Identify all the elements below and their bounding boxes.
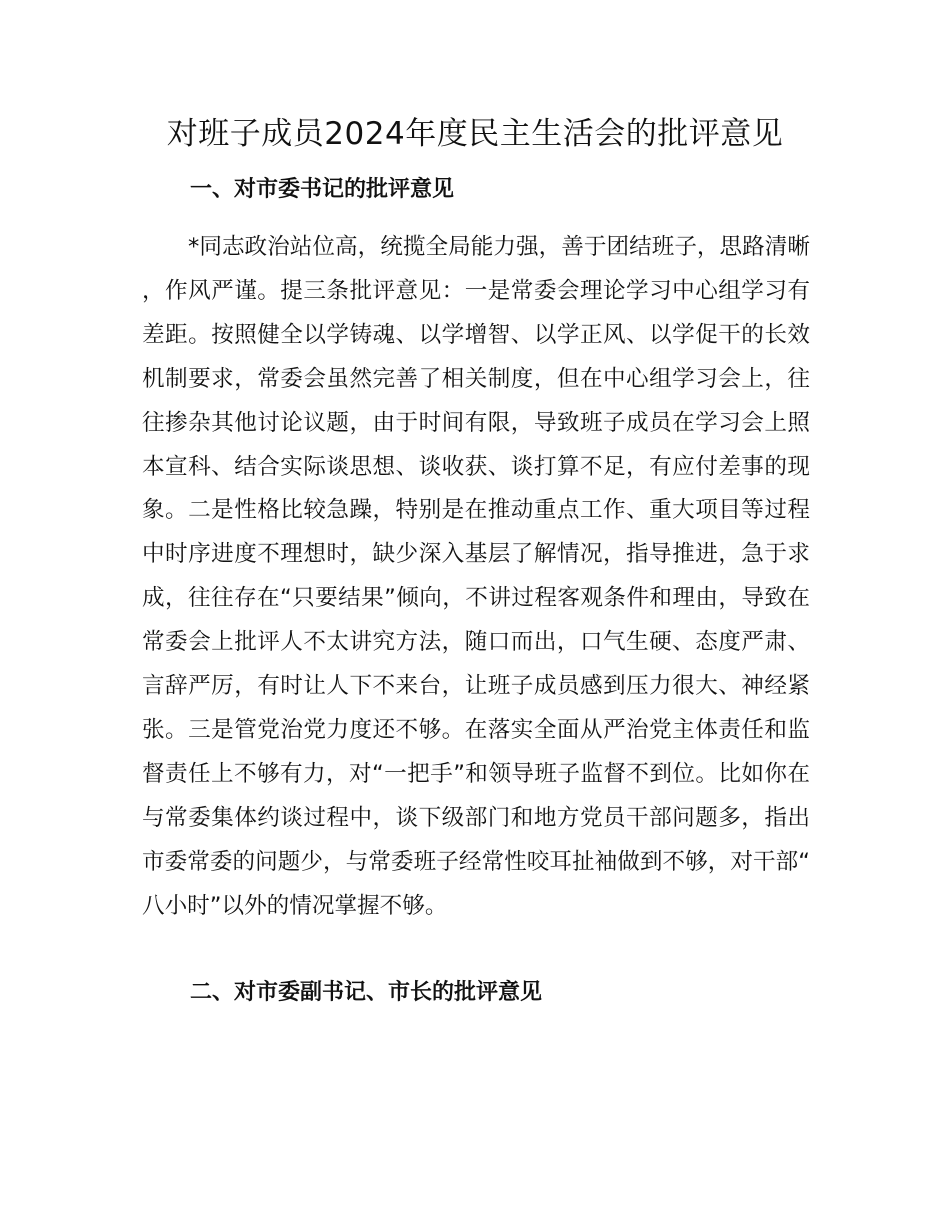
section-heading-mayor: 二、对市委副书记、市长的批评意见 — [190, 980, 543, 1005]
criticism-paragraph-secretary: *同志政治站位高，统揽全局能力强，善于团结班子，思路清晰，作风严谨。提三条批评意见：一是常委会理论学习中心组学习有差距。按照健全以学铸魂、以学增智、以学正风、以学促干的长效机制要求，常委会虽然完善了相关制度，但在中心组学习会上，往往掺杂其他讨论议题，由于时间有限，导致班子成员在学习会上照本宣科、结合实际谈思想、谈收获、谈打算不足，有应付差事的现象。二是性格比较急躁，特别是在推动重点工作、重大项目等过程中时序进度不理想时，缺少深入基层了解情况，指导推进，急于求成，往往存在“只要结果”倾向，不讲过程客观条件和理由，导致在常委会上批评人不太讲究方法，随口而出，口气生硬、态度严肃、言辞严厉，有时让人下不来台，让班子成员感到压力很大、神经紧张。三是管党治党力度还不够。在落实全面从严治党主体责任和监督责任上不够有力，对“一把手”和领导班子监督不到位。比如你在与常委集体约谈过程中，谈下级部门和地方党员干部问题多，指出市委常委的问题少，与常委班子经常性咬耳扯袖做到不够，对干部“八小时”以外的情况掌握不够。 — [142, 234, 810, 919]
document-title: 对班子成员2024年度民主生活会的批评意见 — [166, 116, 784, 152]
section-heading-secretary: 一、对市委书记的批评意见 — [190, 177, 455, 202]
